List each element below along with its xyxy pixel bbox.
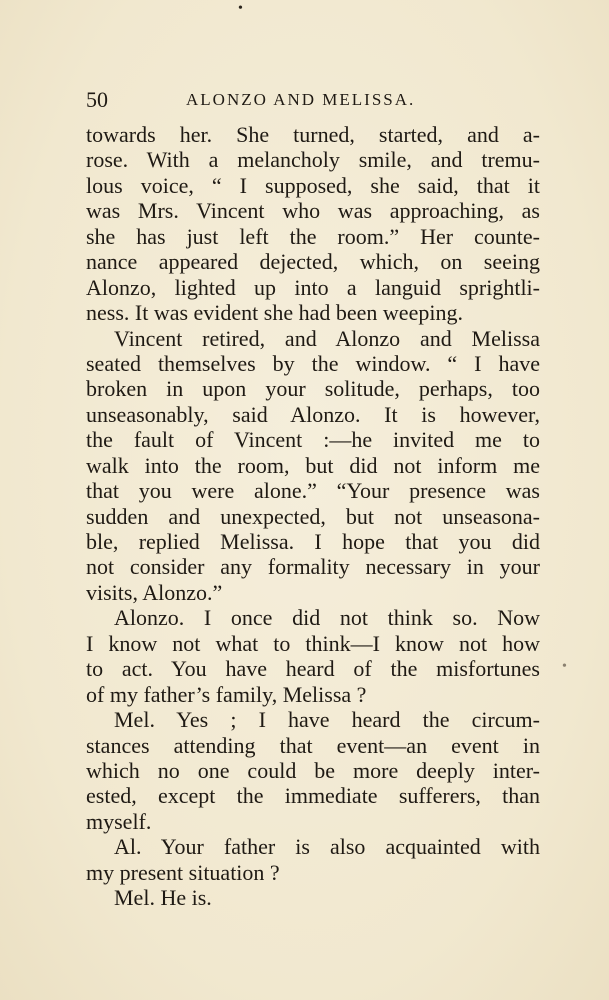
text-line: which no one could be more deeply inter- (86, 757, 540, 783)
text-line: ested, except the immediate sufferers, than (86, 783, 540, 809)
text-line: broken in upon your solitude, perhaps, too (86, 376, 540, 402)
text-line: Vincent retired, and Alonzo and Melissa (114, 325, 540, 351)
text-line: myself. (86, 808, 152, 834)
text-line: of my father’s family, Melissa ? (86, 681, 367, 707)
page-number: 50 (86, 87, 108, 112)
text-line: unseasonably, said Alonzo. It is however, (86, 401, 540, 427)
text-line: the fault of Vincent :—he invited me to (86, 427, 540, 453)
text-line: was Mrs. Vincent who was approaching, as (86, 198, 540, 224)
text-line: sudden and unexpected, but not unseasona- (86, 503, 540, 529)
text-line: seated themselves by the window. “ I have (86, 350, 540, 376)
text-line: Al. Your father is also acquainted with (114, 834, 540, 860)
text-line: walk into the room, but did not inform me (86, 452, 540, 478)
text-line: she has just left the room.” Her counte- (86, 223, 540, 249)
page-header (86, 86, 540, 114)
text-line: lous voice, “ I supposed, she said, that it (86, 172, 540, 198)
text-line: Mel. He is. (114, 885, 212, 911)
text-line: that you were alone.” “Your presence was (86, 478, 540, 504)
running-head: ALONZO AND MELISSA. (186, 90, 416, 109)
text-line: nance appeared dejected, which, on seeing (86, 249, 540, 275)
text-line: Alonzo, lighted up into a languid sprightli- (86, 274, 540, 300)
text-line: ness. It was evident she had been weeping. (86, 300, 463, 326)
text-line: not consider any formality necessary in your (86, 554, 540, 580)
text-line: rose. With a melancholy smile, and tremu- (86, 147, 540, 173)
margin-ink-mark: • (562, 659, 567, 674)
text-line: my present situation ? (86, 859, 280, 885)
text-line: stances attending that event—an event in (86, 732, 540, 758)
text-line: visits, Alonzo.” (86, 579, 223, 605)
text-line: Mel. Yes ; I have heard the circum- (114, 707, 540, 733)
text-line: Alonzo. I once did not think so. Now (114, 605, 540, 631)
body-text (86, 122, 540, 911)
text-line: towards her. She turned, started, and a- (86, 122, 540, 147)
text-line: I know not what to think—I know not how (86, 630, 540, 656)
top-ink-mark: • (238, 1, 243, 16)
text-line: to act. You have heard of the misfortunes (86, 656, 540, 682)
text-line: ble, replied Melissa. I hope that you did (86, 529, 540, 554)
